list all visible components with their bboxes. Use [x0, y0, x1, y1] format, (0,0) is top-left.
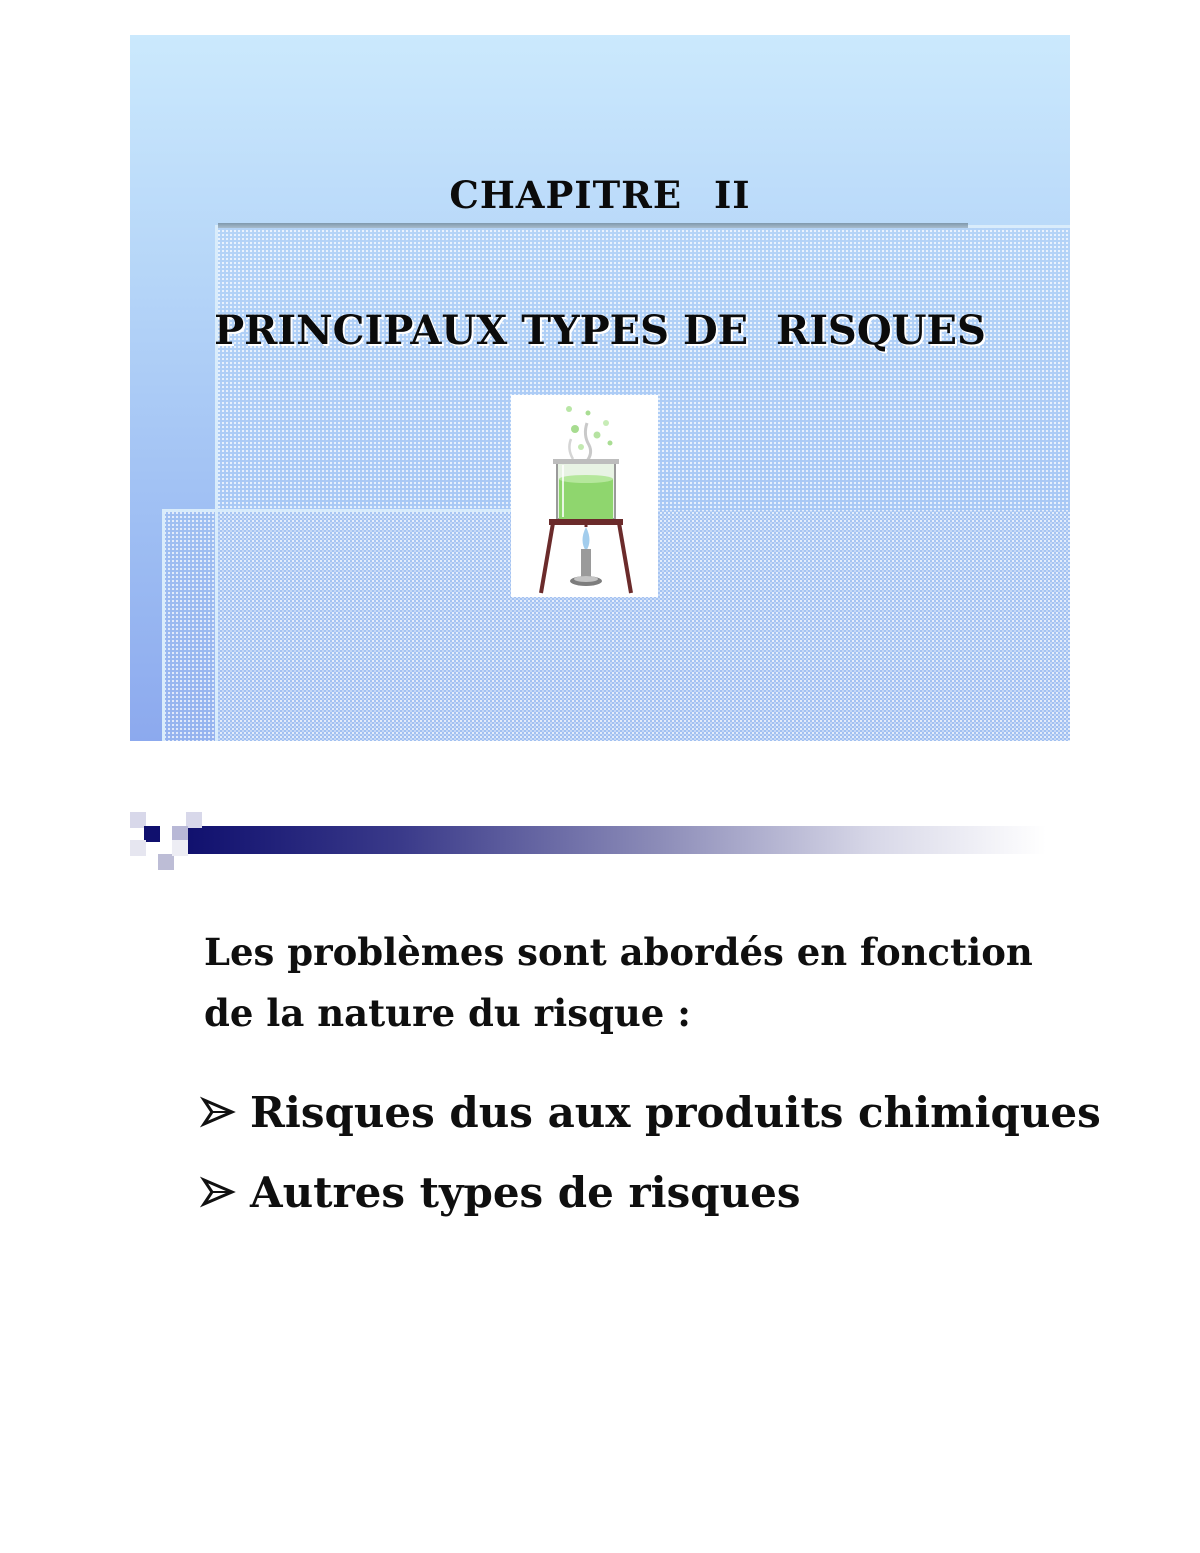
panel-frame-line [162, 509, 165, 741]
deco-square [172, 840, 188, 856]
title-underline-rule [218, 223, 968, 228]
list-item-label: Risques dus aux produits chimiques [250, 1087, 1101, 1137]
deco-square [144, 826, 160, 842]
risk-list [200, 1072, 1180, 1232]
intro-line: de la nature du risque : [204, 991, 691, 1035]
deco-square [130, 840, 146, 856]
intro-paragraph [204, 922, 1104, 1044]
list-item [200, 1072, 1180, 1152]
list-item [200, 1152, 1180, 1232]
list-item-label: Autres types de risques [250, 1167, 801, 1217]
title-slide [130, 35, 1070, 741]
gradient-header-bar [186, 826, 1046, 854]
arrowhead-bullet-icon [200, 1174, 236, 1210]
arrowhead-bullet-icon [200, 1094, 236, 1130]
deco-square [158, 854, 174, 870]
intro-line: Les problèmes sont abordés en fonction [204, 930, 1033, 974]
panel-frame-line [163, 509, 518, 512]
chapter-heading: CHAPITRE II [449, 173, 751, 217]
panel-frame-line [215, 225, 218, 741]
beaker-on-bunsen-burner-icon [511, 395, 658, 597]
slide-title: PRINCIPAUX TYPES DE RISQUES [214, 307, 986, 354]
deco-square [186, 812, 202, 828]
